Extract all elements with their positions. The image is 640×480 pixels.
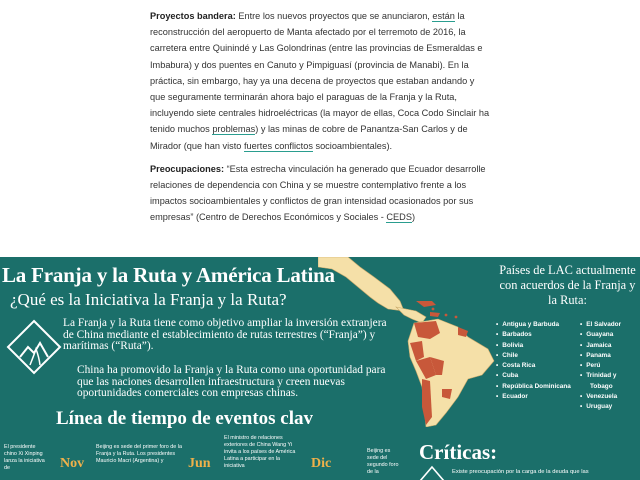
- link-estan[interactable]: están: [432, 11, 455, 21]
- infographic-question: ¿Qué es la Iniciativa la Franja y la Ruta?: [10, 290, 287, 309]
- country-item: • Antigua y Barbuda: [496, 320, 591, 330]
- country-item: • Costa Rica: [496, 361, 591, 371]
- criticas-text: Existe preocupación por la carga de la deuda que las: [452, 469, 589, 475]
- label-proyectos: Proyectos bandera:: [150, 11, 236, 21]
- text-segment: Entre los nuevos proyectos que se anunciaron,: [235, 11, 433, 21]
- link-problemas[interactable]: problemas: [212, 124, 256, 135]
- country-item: • Jamaica: [580, 341, 640, 351]
- country-item: • El Salvador: [580, 320, 640, 330]
- country-item: • Barbados: [496, 330, 591, 340]
- country-item: • Trinidad y: [580, 371, 640, 381]
- country-item: • Perú: [580, 361, 640, 371]
- country-item: • Bolivia: [496, 341, 591, 351]
- country-item: • Chile: [496, 351, 591, 361]
- country-item: • Venezuela: [580, 392, 640, 402]
- latin-america-map: [318, 257, 498, 427]
- text-segment: ): [411, 212, 416, 223]
- timeline-event-text: El ministro de relaciones exteriores de China Wang Yi invita a los países de América Latina a participar en la iniciativa: [224, 435, 296, 470]
- infographic-image: [0, 257, 640, 480]
- label-preocupaciones: Preocupaciones:: [150, 163, 225, 174]
- infographic-paragraph-1: La Franja y la Ruta tiene como objetivo ampliar la inversión extranjera de China mediante el establecimiento de rutas terrestres (“Franja”) y marítimas (“Ruta”).: [63, 317, 387, 352]
- timeline-event-text: Beijing es sede del primer foro de la Franja y la Ruta. Los presidentes Mauricio Macri (Argentina) y: [96, 444, 182, 465]
- country-item: • Uruguay: [580, 402, 640, 412]
- text-segment: socioambientales).: [312, 140, 393, 151]
- infographic-title: La Franja y la Ruta y América Latina: [2, 263, 335, 287]
- paragraph-preocupaciones: [150, 161, 490, 226]
- country-item: • Ecuador: [496, 392, 591, 402]
- timeline-month: Jun: [188, 456, 211, 471]
- timeline-event-text: El presidente chino Xi Xinping lanza la iniciativa de: [4, 444, 45, 472]
- text-segment: “Esta estrecha vinculación ha generado que Ecuador desarrolle relaciones de dependencia con China y se muestre contemplativo frente a los impactos socioambientales y conflictos de gran intensidad ocasionados por sus empresas” (Centro de Derechos Económicos y Sociales -: [150, 163, 486, 223]
- country-item: • Cuba: [496, 371, 591, 381]
- article-body: [150, 8, 490, 233]
- timeline-month: Dic: [311, 456, 332, 471]
- country-item: • Guayana: [580, 330, 640, 340]
- infographic-paragraph-2: China ha promovido la Franja y la Ruta como una oportunidad para que las naciones desarrollen infraestructura y creen nuevas oportunidades comerciales con empresas chinas.: [77, 364, 386, 399]
- timeline-title: Línea de tiempo de eventos clav: [56, 408, 314, 429]
- criticas-title: Críticas:: [419, 440, 498, 464]
- text-segment: ) y las minas de cobre de Panantza-San Carlos y de Mirador (que han visto: [150, 124, 468, 151]
- timeline-month: Nov: [60, 456, 85, 471]
- lac-country-list-2: [580, 320, 640, 413]
- country-item: • Panama: [580, 351, 640, 361]
- country-item: • República Dominicana: [496, 382, 591, 392]
- link-ceds[interactable]: CEDS: [386, 212, 412, 223]
- text-segment: la reconstrucción del aeropuerto de Manta afectado por el terremoto de 2016, la carretera entre Quinindé y Las Golondrinas (entre las provincias de Esmeraldas e Imbabura) y dos puentes en Canuto y Pimpiguasí (provincia de Manabi). En la práctica, sin embargo, hay ya una decena de proyectos que estaban andando y que seguramente terminarán ahora bajo el paraguas de la Franja y la Ruta, incluyendo siete centrales hidroeléctricas (la mayor de ellas, Coca Codo Sinclair ha tenido muchos: [150, 11, 490, 135]
- lac-title: Países de LAC actualmente con acuerdos de la Franja y la Ruta:: [499, 263, 636, 307]
- timeline-event-text: Beijing es sede del segundo foro de la: [367, 448, 399, 476]
- paragraph-proyectos: [150, 8, 490, 154]
- diamond-outline-icon: [418, 465, 446, 480]
- link-fuertes-conflictos[interactable]: fuertes conflictos: [243, 140, 313, 151]
- road-diamond-icon: [6, 319, 62, 375]
- lac-country-list-1: [496, 320, 591, 402]
- country-item: Tobago: [590, 382, 613, 390]
